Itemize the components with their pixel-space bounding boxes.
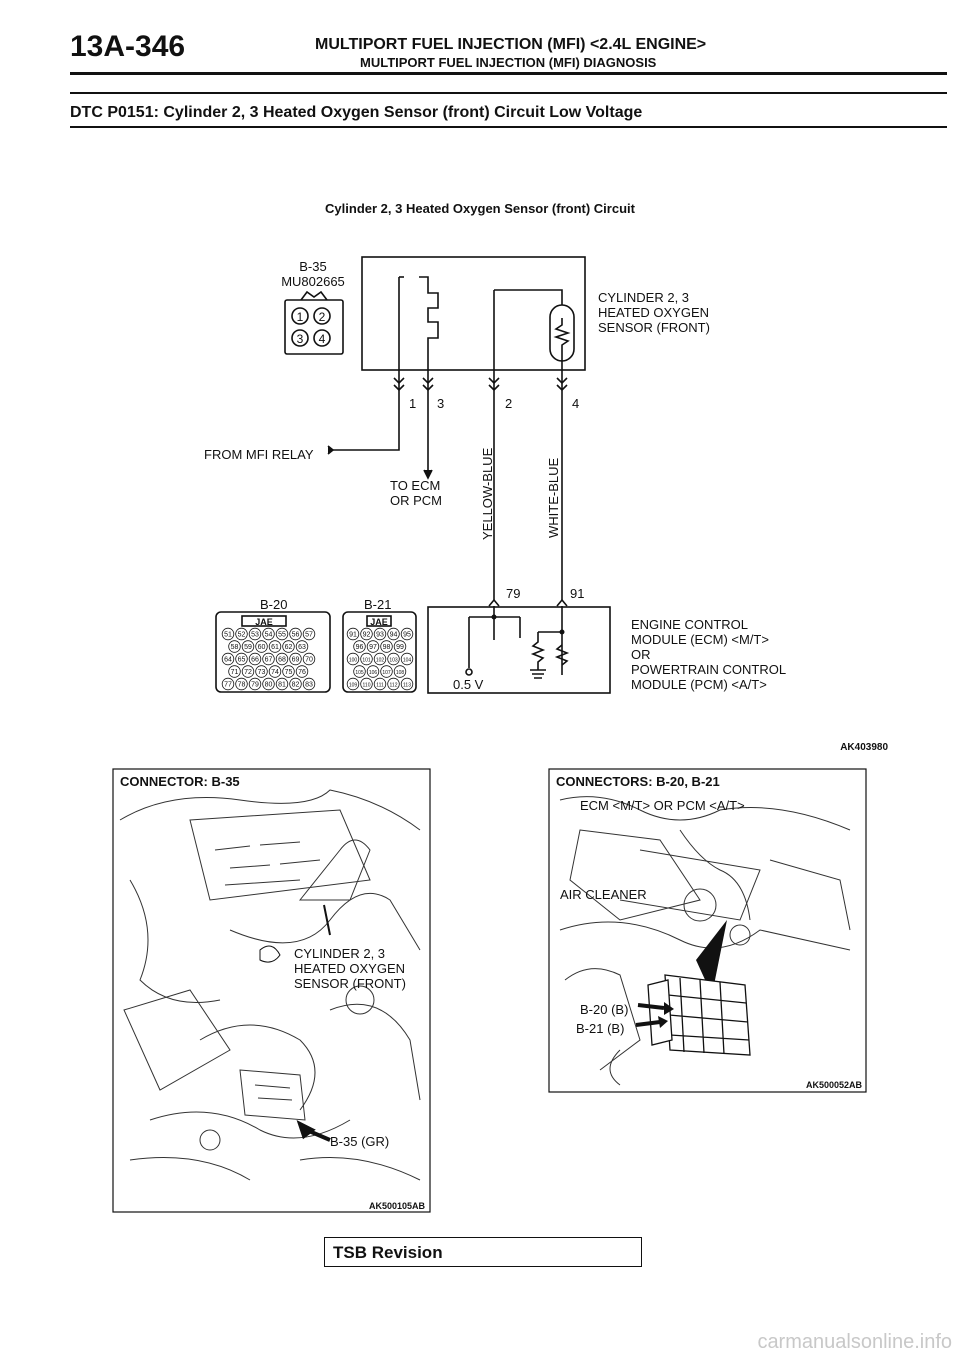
photo-right-b20: B-20 (B) <box>580 1002 629 1017</box>
b20-pin-label: 53 <box>251 631 259 639</box>
b21-pin-label: 93 <box>376 631 384 639</box>
ecm-pin-79: 79 <box>506 586 521 601</box>
b20-pin-label: 65 <box>237 656 246 664</box>
b21-pin-label: 99 <box>396 644 404 651</box>
b20-pin-label: 72 <box>244 669 252 676</box>
b21-pin-label: 107 <box>382 670 391 676</box>
sensor-label-3: SENSOR (FRONT) <box>598 320 710 335</box>
photo-left-callout-1: CYLINDER 2, 3 <box>294 946 386 961</box>
ecm-label-1: ENGINE CONTROL <box>631 617 749 632</box>
b35-part: MU802665 <box>281 274 345 289</box>
pin-label-4: 4 <box>572 396 580 411</box>
b20-pin-label: 63 <box>298 644 306 651</box>
b21-pin-label: 91 <box>349 631 357 639</box>
b20-pin-label: 83 <box>305 681 313 689</box>
circuit-title: Cylinder 2, 3 Heated Oxygen Sensor (front) Circuit <box>325 201 635 216</box>
sensor-label-1: CYLINDER 2, 3 <box>598 290 690 305</box>
b21-pin-label: 96 <box>355 644 364 651</box>
b21-pin-label: 112 <box>389 682 398 689</box>
b21-pin-label: 98 <box>382 644 391 651</box>
photo-left-caption: CONNECTOR: B-35 <box>120 774 240 789</box>
b21-pin-label: 104 <box>402 657 412 664</box>
b20-pin-label: 67 <box>264 656 273 664</box>
b35-pin-3: 3 <box>296 332 304 346</box>
pin-label-2: 2 <box>505 396 513 411</box>
ecm-label-3: OR <box>631 647 651 662</box>
b21-pin-label: 97 <box>369 644 377 651</box>
b20-pin-label: 78 <box>237 681 246 689</box>
photo-left-connector: B-35 (GR) <box>330 1134 390 1149</box>
b21-brand: JAE <box>370 617 388 627</box>
b21-pin-label: 103 <box>389 657 398 664</box>
b21-pin-label: 94 <box>389 631 398 639</box>
pin-label-1: 1 <box>409 396 417 411</box>
photo-right-air-cleaner: AIR CLEANER <box>560 887 647 902</box>
b20-pin-label: 74 <box>271 669 279 676</box>
section-title: MULTIPORT FUEL INJECTION (MFI) <2.4L ENGINE> <box>315 36 707 53</box>
b35-pin-4: 4 <box>318 332 326 346</box>
b20-pin-label: 70 <box>305 656 313 664</box>
b20-pin-label: 80 <box>264 681 273 689</box>
photo-right-b21: B-21 (B) <box>576 1021 625 1036</box>
b21-pin-label: 108 <box>395 670 405 676</box>
photo-right-figure-id: AK500052AB <box>805 1080 862 1090</box>
b35-pin-2: 2 <box>318 310 326 324</box>
b20-pin-label: 60 <box>257 644 266 651</box>
watermark: carmanualsonline.info <box>757 1331 952 1353</box>
b21-pin-label: 100 <box>348 657 358 664</box>
section-subtitle: MULTIPORT FUEL INJECTION (MFI) DIAGNOSIS <box>360 55 657 70</box>
b21-pin-label: 92 <box>362 631 371 639</box>
tsb-revision-label: TSB Revision <box>333 1243 443 1262</box>
b20-pin-label: 64 <box>224 656 232 664</box>
b20-pin-label: 52 <box>237 631 246 639</box>
b21-pin-label: 111 <box>376 682 384 689</box>
b20-pin-label: 69 <box>291 656 300 664</box>
b20-pin-label: 68 <box>278 656 286 664</box>
b20-pin-label: 81 <box>278 681 286 689</box>
dtc-heading: DTC P0151: Cylinder 2, 3 Heated Oxygen Sensor (front) Circuit Low Voltage <box>70 104 643 121</box>
b35-id: B-35 <box>299 259 327 274</box>
b21-id: B-21 <box>364 597 392 612</box>
tsb-revision-box <box>324 1237 642 1267</box>
b20-pin-label: 66 <box>251 656 259 664</box>
b20-pin-label: 75 <box>284 669 293 676</box>
b35-connector-icon <box>285 300 343 354</box>
b20-pin-label: 58 <box>230 644 239 651</box>
b20-pin-label: 57 <box>305 631 313 639</box>
b20-pin-label: 62 <box>284 644 293 651</box>
b20-pin-label: 55 <box>278 631 286 639</box>
b20-id: B-20 <box>260 597 288 612</box>
sensor-box <box>362 257 585 370</box>
photo-left-callout-2: HEATED OXYGEN <box>294 961 406 976</box>
b21-pin-label: 101 <box>362 657 371 664</box>
photo-left-figure-id: AK500105AB <box>368 1201 425 1211</box>
b35-pin-1: 1 <box>296 310 304 324</box>
b21-pin-label: 113 <box>403 682 411 689</box>
b21-pin-label: 110 <box>362 682 371 689</box>
wire-color-yellow-blue: YELLOW-BLUE <box>480 447 495 540</box>
b20-pin-label: 54 <box>264 631 273 639</box>
photo-right-ecm-label: ECM <M/T> OR PCM <A/T> <box>580 798 745 813</box>
b20-pin-label: 71 <box>230 669 239 676</box>
page-number: 13A-346 <box>70 30 186 63</box>
b20-pin-label: 76 <box>298 669 306 676</box>
ecm-label-4: POWERTRAIN CONTROL <box>631 662 787 677</box>
b20-pin-label: 77 <box>224 681 232 689</box>
b21-pin-label: 106 <box>368 670 378 676</box>
to-ecm-label-1: TO ECM <box>390 478 441 493</box>
b20-pin-label: 73 <box>257 669 266 676</box>
b20-pin-label: 59 <box>244 644 252 651</box>
photo-right-caption: CONNECTORS: B-20, B-21 <box>556 774 720 789</box>
pin-label-3: 3 <box>437 396 445 411</box>
voltage-label: 0.5 V <box>453 677 484 692</box>
b20-brand: JAE <box>255 617 273 627</box>
ecm-label-5: MODULE (PCM) <A/T> <box>631 677 767 692</box>
b20-pin-label: 79 <box>251 681 259 689</box>
wire-color-white-blue: WHITE-BLUE <box>546 457 561 538</box>
b21-pin-label: 102 <box>375 657 385 664</box>
b20-pin-label: 51 <box>224 631 232 639</box>
circuit-figure-id: AK403980 <box>840 742 888 753</box>
b21-pin-label: 95 <box>403 631 411 639</box>
photo-left-callout-3: SENSOR (FRONT) <box>294 976 406 991</box>
b21-pin-label: 109 <box>348 682 358 689</box>
b20-pin-label: 56 <box>291 631 300 639</box>
ecm-pin-91: 91 <box>570 586 585 601</box>
from-relay-label: FROM MFI RELAY <box>204 447 314 462</box>
to-ecm-label-2: OR PCM <box>390 493 442 508</box>
sensor-label-2: HEATED OXYGEN <box>598 305 710 320</box>
b20-pin-label: 61 <box>271 644 279 651</box>
b20-pin-label: 82 <box>291 681 300 689</box>
ecm-label-2: MODULE (ECM) <M/T> <box>631 632 769 647</box>
b21-pin-label: 105 <box>355 670 364 676</box>
